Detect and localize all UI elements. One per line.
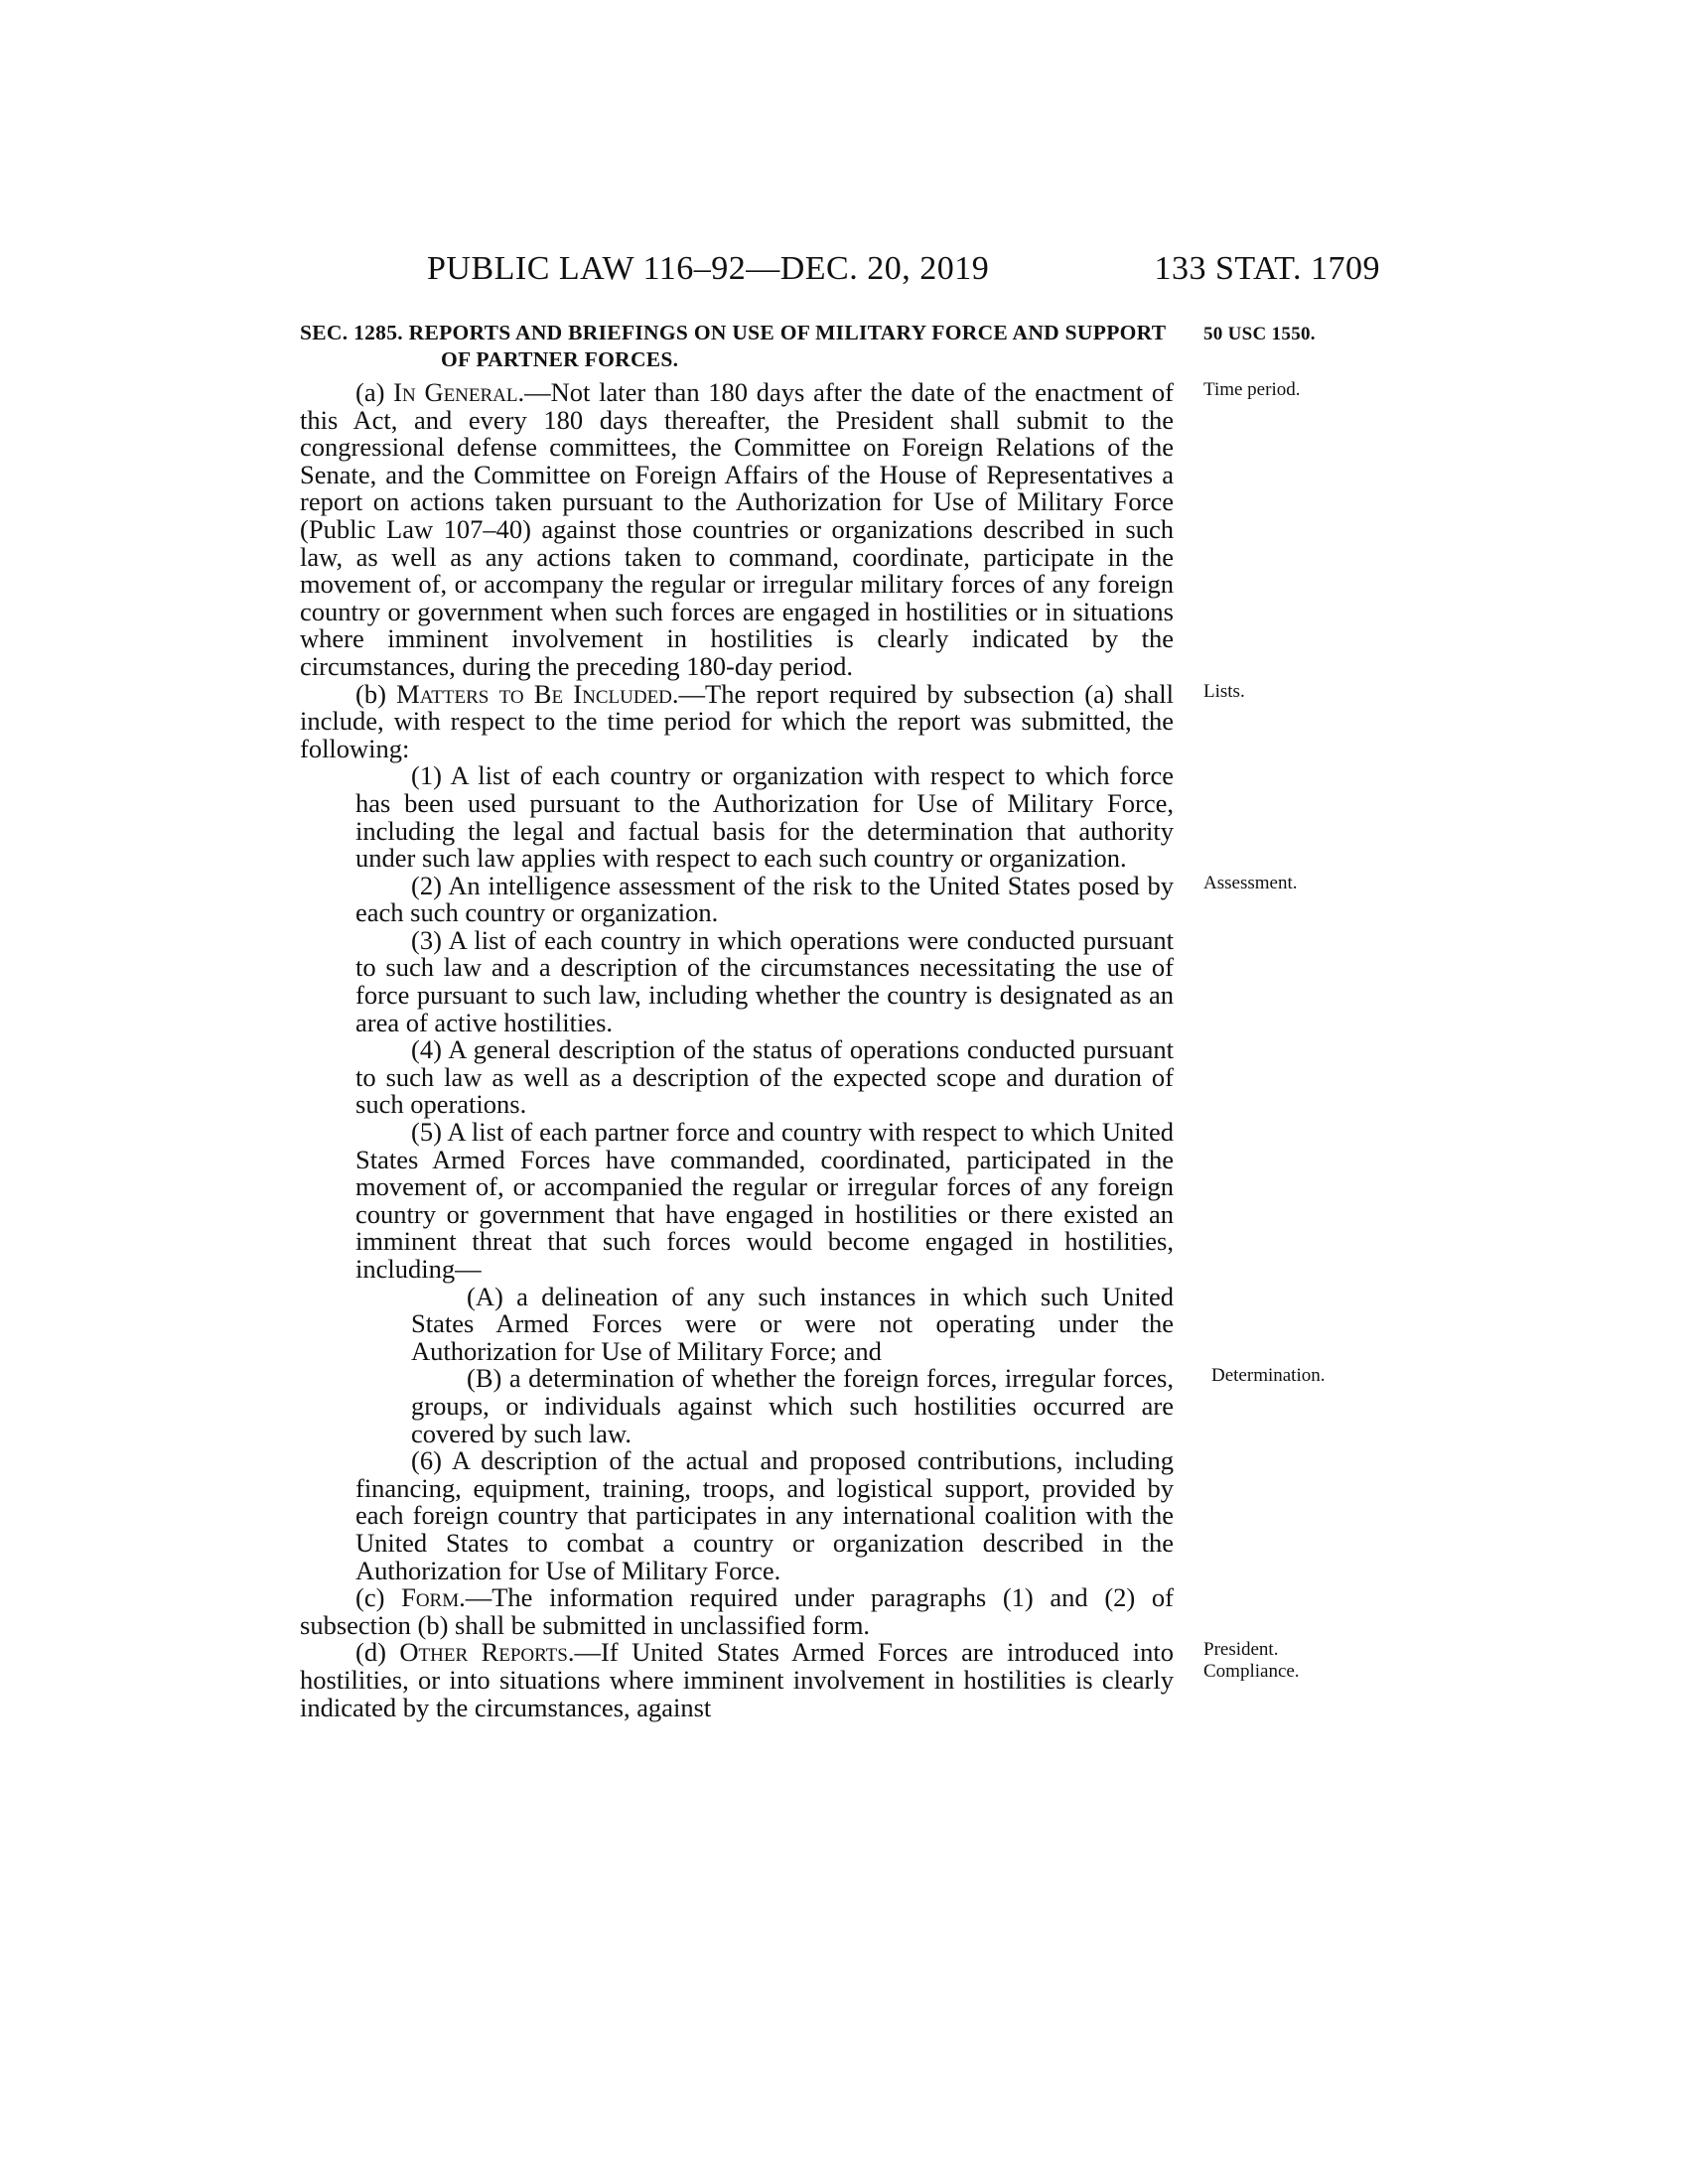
- subsection-b: (b) Matters to Be Included.—The report required by subsection (a) shall include, with respect to the time period for which the report was submitted, the following: Lists.: [300, 681, 1174, 763]
- law-title: PUBLIC LAW 116–92—DEC. 20, 2019: [427, 250, 990, 287]
- subparagraph-A: (A) a delineation of any such instances in which such United States Armed Forces were or were not operating under the Authorization for Use of Military Force; and: [411, 1281, 1174, 1366]
- subsection-a-text: .—Not later than 180 days after the date of the enactment of this Act, and every 180 days thereafter, the President shall submit to the congressional defense committees, the Committee on Foreign Relations of the Senate, and the Committee on Foreign Affairs of the House of Representatives a report on actions taken pursuant to the Authorization for Use of Military Force (Public Law 107–40) against those countries or organizations described in such law, as well as any actions taken to command, coordinate, participate in the movement of, or accompany the regular or irregular military forces of any foreign country or government when such forces are engaged in hostilities or in situations where imminent involvement in hostilities is clearly indicated by the circumstances, during the preceding 180-day period.: [300, 377, 1174, 681]
- paragraph-1: (1) A list of each country or organization with respect to which force has been used pursuant to the Authorization for Use of Military Force, including the legal and factual basis for the determination that authority under such law applies with respect to each such country or organization.: [355, 760, 1174, 874]
- paragraph-2-text: (2) An intelligence assessment of the risk to the United States posed by each such country or organization.: [355, 870, 1174, 928]
- margin-note-citation: 50 USC 1550.: [1203, 324, 1316, 344]
- subsection-d-heading: Other Reports: [399, 1637, 568, 1668]
- subparagraph-B: [300, 1363, 1326, 1448]
- subsection-b-text: .—The report required by subsection (a) shall include, with respect to the time period for which the report was submitted, the following:: [300, 678, 1174, 763]
- subsection-d-text: .—If United States Armed Forces are introduced into hostilities, or into situations where imminent involvement in hostilities is clearly indicated by the circumstances, against: [300, 1637, 1174, 1722]
- subsection-d: (d) Other Reports.—If United States Armed Forces are introduced into hostilities, or into situations where imminent involvement in hostilities is clearly indicated by the circumstances, against President. Compliance.: [300, 1639, 1174, 1721]
- subparagraph-B-text: (B) a determination of whether the foreign forces, irregular forces, groups, or individuals against which such hostilities occurred are covered by such law.: [411, 1363, 1174, 1448]
- subsection-c: (c) Form.—The information required under paragraphs (1) and (2) of subsection (b) shall be submitted in unclassified form.: [300, 1582, 1174, 1640]
- paragraph-5: (5) A list of each partner force and country with respect to which United States Armed Forces have commanded, coordinated, participated in the movement of, or accompanied the regular or irregular forces of any foreign country or government that have engaged in hostilities or there existed an imminent threat that such forces would become engaged in hostilities, including—: [355, 1117, 1174, 1284]
- margin-note-assessment: Assessment.: [1203, 872, 1298, 893]
- page-number: 133 STAT. 1709: [1154, 250, 1380, 287]
- running-header: [298, 250, 1380, 294]
- subsection-c-text: .—The information required under paragraphs (1) and (2) of subsection (b) shall be submitted in unclassified form.: [300, 1582, 1174, 1640]
- subsection-a-heading: In General: [393, 377, 518, 407]
- margin-note-president-compliance: President. Compliance.: [1203, 1639, 1300, 1683]
- paragraph-6: (6) A description of the actual and proposed contributions, including financing, equipment, training, troops, and logistical support, provided by each foreign country that participates in any international coalition with the United States to combat a country or organization described in the Authorization for Use of Military Force.: [355, 1445, 1174, 1585]
- margin-note-lists: Lists.: [1203, 680, 1245, 702]
- subsection-a: (a) In General.—Not later than 180 days after the date of the enactment of this Act, and every 180 days thereafter, the President shall submit to the congressional defense committees, the Committee on Foreign Relations of the Senate, and the Committee on Foreign Affairs of the House of Representatives a report on actions taken pursuant to the Authorization for Use of Military Force (Public Law 107–40) against those countries or organizations described in such law, as well as any actions taken to command, coordinate, participate in the movement of, or accompany the regular or irregular military forces of any foreign country or government when such forces are engaged in hostilities or in situations where imminent involvement in hostilities is clearly indicated by the circumstances, during the preceding 180-day period. Time period.: [300, 379, 1174, 681]
- paragraph-3: (3) A list of each country in which operations were conducted pursuant to such law and a description of the circumstances necessitating the use of force pursuant to such law, including whether the country is designated as an area of active hostilities.: [355, 924, 1174, 1037]
- margin-note-determination: Determination.: [1211, 1365, 1326, 1387]
- margin-note-time-period: Time period.: [1203, 379, 1301, 400]
- subsection-b-heading: Matters to Be Included: [396, 678, 672, 709]
- paragraph-4: (4) A general description of the status of operations conducted pursuant to such law as well as a description of the expected scope and duration of such operations.: [355, 1034, 1174, 1120]
- subsection-c-heading: Form: [401, 1582, 460, 1613]
- document-body: [300, 320, 1326, 1722]
- section-heading: [300, 320, 1316, 373]
- section-heading-text: SEC. 1285. REPORTS AND BRIEFINGS ON USE OF MILITARY FORCE AND SUPPORT OF PARTNER FORCES.: [300, 321, 1166, 371]
- paragraph-2: [300, 870, 1298, 928]
